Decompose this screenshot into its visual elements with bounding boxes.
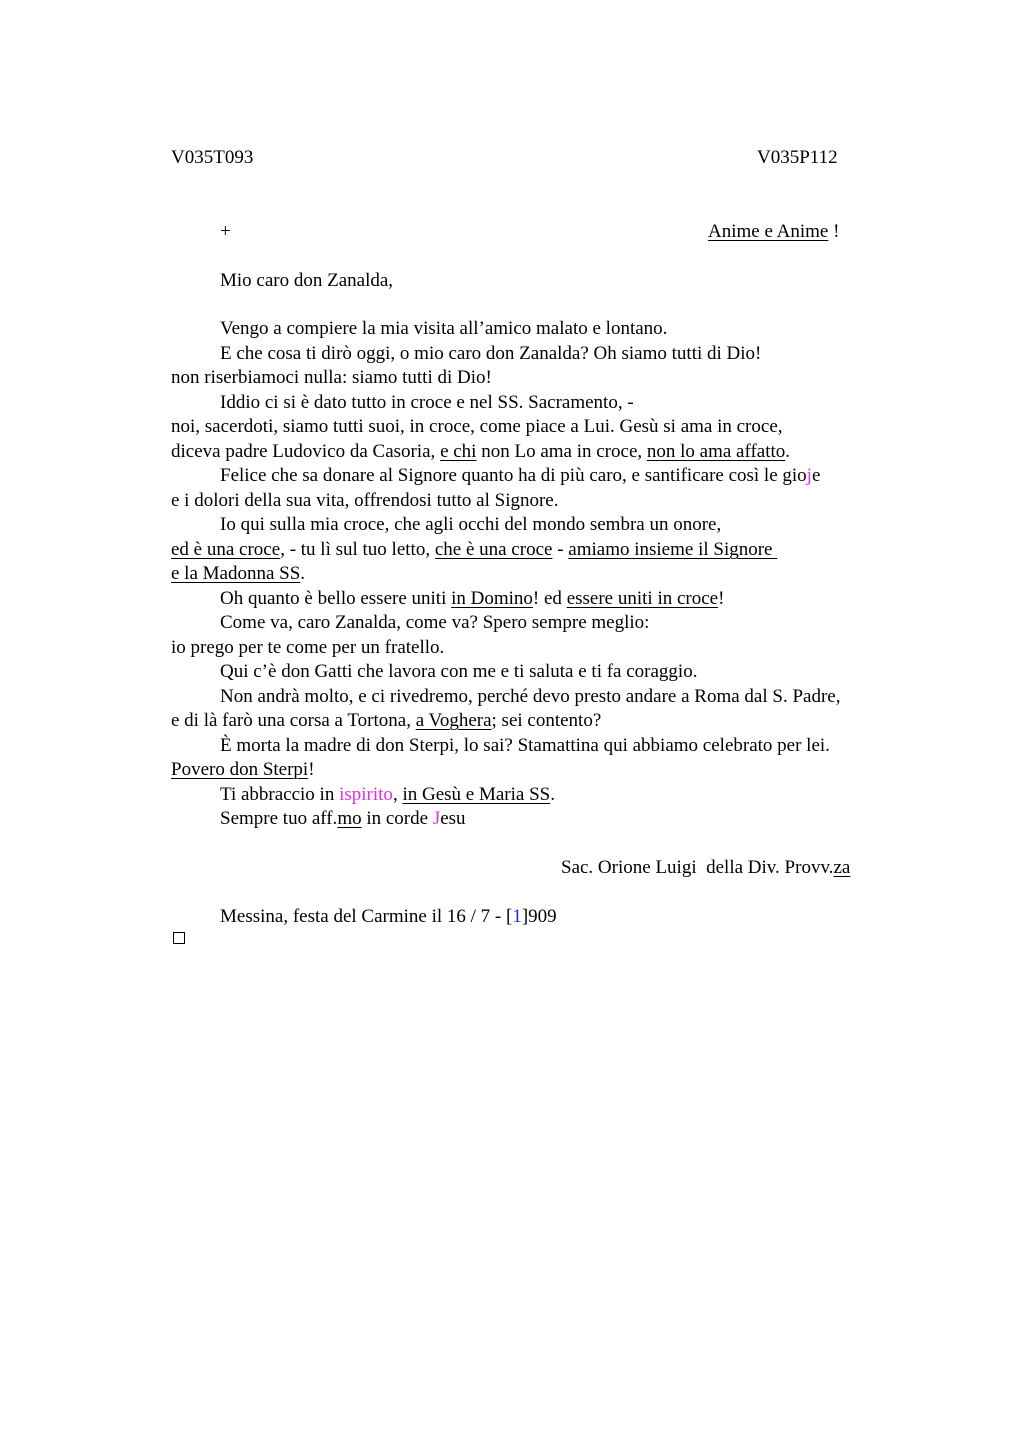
dateline-year: ]909	[521, 906, 557, 927]
dateline	[220, 905, 557, 929]
text-run: !	[308, 759, 315, 780]
underlined-run: Povero don Sterpi	[171, 759, 309, 780]
text-run: ! ed	[532, 588, 567, 609]
text-run: Ti abbraccio in	[220, 784, 340, 805]
signature	[561, 856, 850, 880]
text-run: .	[550, 784, 555, 805]
text-run: non Lo ama in croce,	[476, 441, 647, 462]
text-run: .	[300, 563, 306, 584]
motto-text: Anime e Anime	[708, 221, 829, 242]
text-run: -	[552, 539, 569, 560]
text-run: .	[785, 441, 791, 462]
body-line-5: noi, sacerdoti, siamo tutti suoi, in croce, come piace a Lui. Gesù si ama in croce,	[171, 416, 783, 437]
text-run: !	[718, 588, 725, 609]
salutation: Mio caro don Zanalda,	[220, 270, 394, 291]
body-line-11	[171, 562, 305, 586]
body-line-21	[220, 807, 466, 831]
body-line-8: e i dolori della sua vita, offrendosi tutto al Signore.	[171, 490, 559, 511]
magenta-correction: J	[432, 808, 441, 829]
underlined-run: mo	[337, 808, 362, 829]
signature-text: Sac. Orione Luigi della Div. Provv.	[561, 857, 834, 878]
body-line-2: E che cosa ti dirò oggi, o mio caro don Zanalda? Oh siamo tutti di Dio!	[220, 343, 762, 364]
body-line-14: io prego per te come per un fratello.	[171, 637, 445, 658]
text-run: diceva padre Ludovico da Casoria,	[171, 441, 441, 462]
text-run: in corde	[361, 808, 433, 829]
text-run: esu	[440, 808, 466, 829]
body-line-20	[220, 783, 555, 807]
signature-suffix: za	[833, 857, 851, 878]
body-line-1: Vengo a compiere la mia visita all’amico malato e lontano.	[220, 318, 668, 339]
body-line-18: È morta la madre di don Sterpi, lo sai? Stamattina qui abbiamo celebrato per lei.	[220, 735, 830, 756]
body-line-9: Io qui sulla mia croce, che agli occhi del mondo sembra un onore,	[220, 514, 722, 535]
text-run: , - tu lì sul tuo letto,	[280, 539, 435, 560]
underlined-run: in Gesù e Maria SS	[402, 784, 551, 805]
cross-mark: +	[220, 221, 231, 242]
underlined-run: e chi	[440, 441, 477, 462]
text-run: Oh quanto è bello essere uniti	[220, 588, 452, 609]
motto-exclaim: !	[828, 221, 840, 242]
body-line-4: Iddio ci si è dato tutto in croce e nel SS. Sacramento, -	[220, 392, 634, 413]
underlined-run: che è una croce	[434, 539, 553, 560]
end-of-document-box-icon	[173, 932, 185, 944]
magenta-correction: ispirito	[339, 784, 393, 805]
underlined-run: amiamo insieme il Signore	[568, 539, 778, 560]
body-line-12	[220, 587, 724, 611]
body-line-16: Non andrà molto, e ci rivedremo, perché devo presto andare a Roma dal S. Padre,	[220, 686, 841, 707]
dateline-text: Messina, festa del Carmine il 16 / 7 - [	[220, 906, 513, 927]
text-run: ,	[392, 784, 403, 805]
left-archive-code: V035T093	[171, 147, 254, 168]
body-line-3: non riserbiamoci nulla: siamo tutti di Dio!	[171, 367, 492, 388]
text-run: ; sei contento?	[491, 710, 602, 731]
body-line-17	[171, 709, 601, 733]
body-line-13: Come va, caro Zanalda, come va? Spero sempre meglio:	[220, 612, 650, 633]
body-line-7	[220, 464, 820, 488]
editorial-insertion: 1	[512, 906, 522, 927]
text-run: Felice che sa donare al Signore quanto ha di più caro, e santificare così le gio	[220, 465, 807, 486]
underlined-run: non lo ama affatto	[646, 441, 786, 462]
text-run: e di là farò una corsa a Tortona,	[171, 710, 416, 731]
text-run: Sempre tuo aff.	[220, 808, 338, 829]
underlined-run: e la Madonna SS	[171, 563, 301, 584]
right-archive-code: V035P112	[757, 147, 838, 168]
body-line-15: Qui c’è don Gatti che lavora con me e ti saluta e ti fa coraggio.	[220, 661, 698, 682]
motto	[708, 220, 839, 244]
body-line-6	[171, 440, 790, 464]
underlined-run: a Voghera	[415, 710, 492, 731]
magenta-correction: j	[806, 465, 812, 486]
underlined-run: ed è una croce	[171, 539, 281, 560]
underlined-run: in Domino	[451, 588, 533, 609]
underlined-run: essere uniti in croce	[566, 588, 719, 609]
body-line-19	[171, 758, 315, 782]
text-run: e	[811, 465, 821, 486]
body-line-10	[171, 538, 777, 562]
